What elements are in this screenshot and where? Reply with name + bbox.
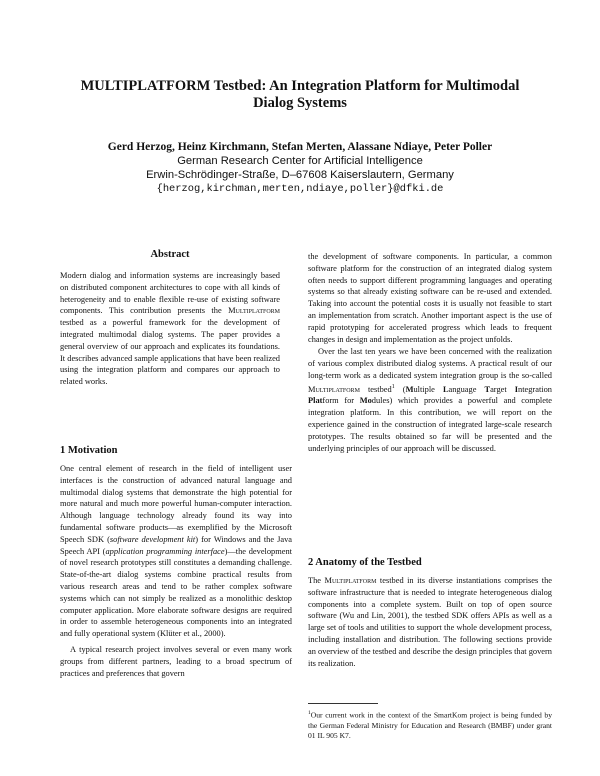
acronym-mo-rest: dules (371, 396, 390, 406)
abstract-heading: Abstract (150, 249, 190, 260)
abstract-text-2: testbed as a powerful framework for the development of integrated multimodal dialog systems. The paper provides a general overview of our approach and explicates its foundations. It describes advanced sample applications that have been realized using the integration platform and compares our approach to related works. (60, 318, 280, 387)
right-text-d: ) which provides a powerful and complete integration platform. In this contribution, we will report on the experience gained in the construction of integrated large-scale research prototypes. The results obtained so far will be presented and the underlying principles of our approach will be discussed. (308, 396, 552, 453)
footnote-text: Our current work in the context of the SmartKom project is being funded by the German Federal Ministry for Education and Research (BMBF) under grant 01 IL 905 K7. (308, 710, 552, 740)
sdk-term: software development kit (109, 534, 196, 544)
acronym-i-rest: ntegration (518, 384, 552, 394)
right-paragraph-1: the development of software components. In particular, a common software platform for the construction of an integrated dialog system often needs to support different programming languages and operating systems so that already existing software can be re-used and extended. Taking into account the potential costs it is usually not feasible to start an implementation from scratch. Another important aspect is the use of rapid prototyping for accelerated progress which leads to frequent changes in design and implementation as the project unfolds. (308, 252, 552, 344)
acronym-plat: Plat (308, 396, 323, 406)
acronym-i: I (514, 384, 519, 394)
right-platform-name: Multiplatform (308, 384, 360, 394)
section-2-heading: 2 Anatomy of the Testbed (308, 557, 422, 568)
section-1-heading: 1 Motivation (60, 445, 118, 456)
right-text-b: testbed (359, 384, 392, 394)
author-list: Gerd Herzog, Heinz Kirchmann, Stefan Merten, Alassane Ndiaye, Peter Poller (107, 141, 493, 153)
anatomy-text-a: The (308, 576, 325, 585)
motivation-text-c: )—the development of novel research prototypes still constitutes a demanding challenge. State-of-the-art dialog systems combine practical results from various research areas and tend to be rather complex software systems which can not simply be realized as a monolithic desktop computer application. More elaborate software designs are required in order to assemble heterogeneous components into an integrated and fully operational system (Klüter et al., 2000). (60, 546, 292, 639)
footnote-mark: 1 (391, 383, 395, 390)
address: Erwin-Schrödinger-Straße, D–67608 Kaiserslautern, Germany (146, 169, 454, 181)
acronym-l-rest: anguage (448, 384, 485, 394)
anatomy-platform-name: Multiplatform (324, 576, 377, 585)
footnote (308, 708, 552, 741)
section-2-body (308, 575, 552, 669)
motivation-text-a: One central element of research in the field of intelligent user interfaces is the construction of advanced natural language and multimodal dialog systems that demonstrate the high potential for more natural and much more powerful human-computer interaction. Although language technology already found its way into fundamental software products—as exemplified by the Microsoft Speech SDK ( (60, 464, 292, 544)
anatomy-text-b: testbed in its diverse instantiations comprises the software infrastructure that is needed to integrate heterogeneous dialog components into a complete system. Built on top of open source software (Wu and Lin, 2001), the testbed SDK offers APIs as well as a large set of tools and utilities to support the whole development process, including installation and distribution. The following sections provide an overview of the testbed and describe the design principles that govern its realization. (308, 576, 552, 668)
affiliation: German Research Center for Artificial Intelligence (177, 155, 423, 167)
right-column-body (308, 251, 552, 454)
section-1-body (60, 463, 292, 679)
motivation-paragraph-2: A typical research project involves several or even many work groups from different partners, leading to a broad spectrum of practices and preferences that govern (60, 644, 292, 678)
acronym-mo: Mo (359, 396, 372, 406)
footnote-rule (308, 703, 378, 704)
acronym-m-rest: ultiple (413, 384, 443, 394)
author-emails: {herzog,kirchman,merten,ndiaye,poller}@dfki.de (156, 183, 444, 195)
acronym-m: M (405, 384, 414, 394)
acronym-l: L (442, 384, 449, 394)
acronym-plat-rest: form for (322, 396, 360, 406)
motivation-text-b: ) for Windows and the Java Speech API ( (60, 534, 293, 556)
acronym-t: T (484, 384, 491, 394)
abstract-platform-name: Multiplatform (228, 306, 280, 316)
right-text-a: Over the last ten years we have been concerned with the realization of various complex distributed dialog systems. A practical result of our long-term work as a dedicated system integration group is the so-called (308, 347, 552, 380)
abstract-text-1: Modern dialog and information systems are increasingly based on distributed component architectures to cope with all kinds of heterogeneity and to enable flexible re-use of existing software components. This contribution presents the (60, 271, 280, 316)
api-term: application programming interface (105, 546, 225, 556)
paper-title: MULTIPLATFORM Testbed: An Integration Platform for Multimodal Dialog Systems (80, 78, 520, 111)
abstract-body (60, 270, 280, 388)
acronym-t-rest: arget (490, 384, 515, 394)
right-text-c: ( (394, 384, 406, 394)
footnote-number: 1 (308, 710, 311, 716)
